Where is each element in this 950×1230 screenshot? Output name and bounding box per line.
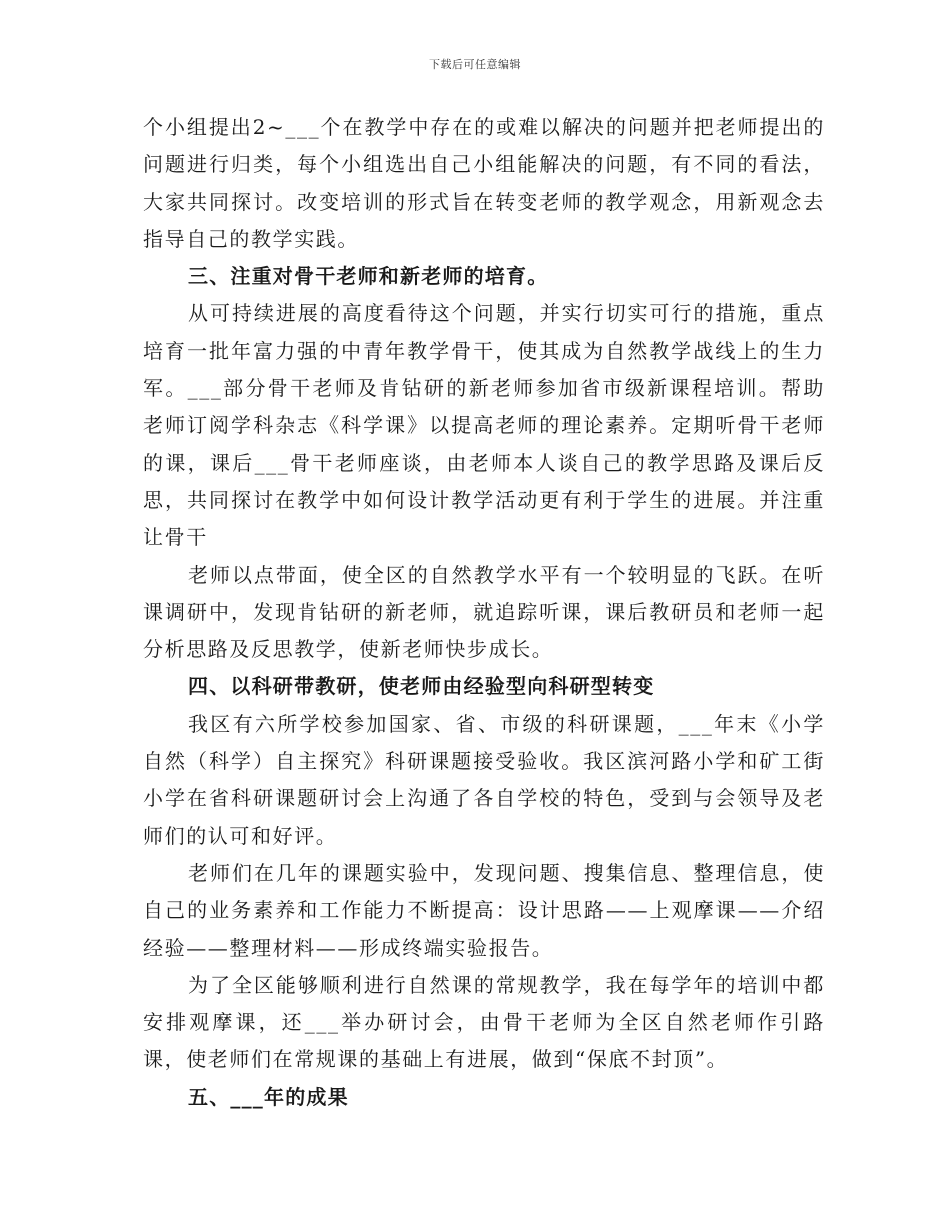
section-heading-4: 四、以科研带教研，使老师由经验型向科研型转变: [188, 674, 655, 699]
paragraph-new-teachers: 老师以点带面，使全区的自然教学水平有一个较明显的飞跃。在听课调研中，发现肯钻研的新老师，就追踪听课，课后教研员和老师一起分析思路及反思教学，使新老师快步成长。: [143, 562, 825, 662]
paragraph-observation-classes: 为了全区能够顺利进行自然课的常规教学，我在每学年的培训中都安排观摩课，还___举办研讨会，由骨干老师为全区自然老师作引路课，使老师们在常规课的基础上有进展，做到“保底不封顶”。: [143, 972, 825, 1072]
document-body: [143, 109, 825, 1116]
paragraph-experiment-process: 老师们在几年的课题实验中，发现问题、搜集信息、整理信息，使自己的业务素养和工作能力不断提高：设计思路——上观摩课——介绍经验——整理材料——形成终端实验报告。: [143, 860, 825, 960]
paragraph-research-projects: 我区有六所学校参加国家、省、市级的科研课题，___年末《小学自然（科学）自主探究》科研课题接受验收。我区滨河路小学和矿工街小学在省科研课题研讨会上沟通了各自学校的特色，受到与会领导及老师们的认可和好评。: [143, 711, 825, 848]
paragraph-continuation: 个小组提出2~___个在教学中存在的或难以解决的问题并把老师提出的问题进行归类，每个小组选出自己小组能解决的问题，有不同的看法，大家共同探讨。改变培训的形式旨在转变老师的教学观念，用新观念去指导自己的教学实践。: [143, 115, 825, 251]
section-heading-3: 三、注重对骨干老师和新老师的培育。: [188, 264, 549, 289]
paragraph-backbone-training: 从可持续进展的高度看待这个问题，并实行切实可行的措施，重点培育一批年富力强的中青年教学骨干，使其成为自然教学战线上的生力军。___部分骨干老师及肯钻研的新老师参加省市级新课程培训。帮助老师订阅学科杂志《科学课》以提高老师的理论素养。定期听骨干老师的课，课后___骨干老师座谈，由老师本人谈自己的教学思路及课后反思，共同探讨在教学中如何设计教学活动更有利于学生的进展。并注重让骨干: [143, 301, 825, 550]
section-heading-5: 五、___年的成果: [188, 1084, 349, 1109]
page-header-note: 下载后可任意编辑: [429, 58, 521, 71]
